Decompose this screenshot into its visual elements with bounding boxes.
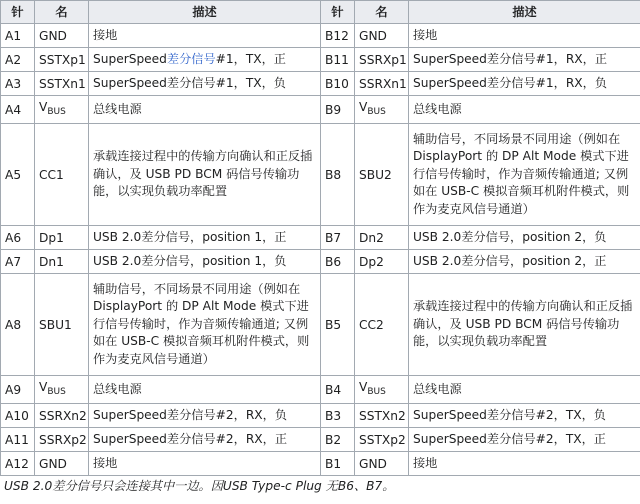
name-cell: GND <box>355 452 409 476</box>
vbus-subscript: BUS <box>367 387 386 397</box>
pin-cell: A12 <box>1 452 35 476</box>
name-cell: SBU2 <box>355 124 409 226</box>
table-row <box>1 274 640 376</box>
table-row <box>1 124 640 226</box>
pin-cell: A8 <box>1 274 35 376</box>
vbus-main: V <box>39 380 48 394</box>
name-cell: GND <box>355 24 409 48</box>
pin-cell: B3 <box>321 404 355 428</box>
name-cell: SSRXp1 <box>355 48 409 72</box>
pin-cell: A11 <box>1 428 35 452</box>
pin-cell: A10 <box>1 404 35 428</box>
name-cell: SSRXn2 <box>35 404 89 428</box>
name-cell: CC2 <box>355 274 409 376</box>
desc-cell: USB 2.0差分信号，position 2，正 <box>409 250 640 274</box>
pin-cell: B1 <box>321 452 355 476</box>
name-cell: SSTXn2 <box>355 404 409 428</box>
name-cell: SSTXp1 <box>35 48 89 72</box>
desc-cell: SuperSpeed差分信号#2，TX，正 <box>409 428 640 452</box>
desc-cell: SuperSpeed差分信号#1，RX，负 <box>409 72 640 96</box>
table-row <box>1 404 640 428</box>
table-row <box>1 72 640 96</box>
vbus-main: V <box>359 380 368 394</box>
name-cell: SSRXn1 <box>355 72 409 96</box>
header-desc-left: 描述 <box>89 1 321 24</box>
name-cell: GND <box>35 452 89 476</box>
table-row <box>1 250 640 274</box>
table-row <box>1 24 640 48</box>
name-cell: SSTXp2 <box>355 428 409 452</box>
desc-cell <box>89 48 321 72</box>
pin-cell: B9 <box>321 96 355 124</box>
desc-cell: 接地 <box>89 24 321 48</box>
desc-cell: 总线电源 <box>89 96 321 124</box>
vbus-subscript: BUS <box>47 387 66 397</box>
desc-cell: 接地 <box>409 452 640 476</box>
desc-text: SuperSpeed <box>93 51 167 66</box>
name-cell: GND <box>35 24 89 48</box>
pin-cell: B12 <box>321 24 355 48</box>
name-cell: Dp1 <box>35 226 89 250</box>
desc-cell: 接地 <box>409 24 640 48</box>
pin-cell: B5 <box>321 274 355 376</box>
table-row <box>1 452 640 476</box>
desc-cell: 总线电源 <box>89 376 321 404</box>
table-row <box>1 428 640 452</box>
desc-cell: 总线电源 <box>409 96 640 124</box>
pin-cell: A3 <box>1 72 35 96</box>
desc-text: #1，TX，正 <box>215 51 286 66</box>
name-cell: CC1 <box>35 124 89 226</box>
desc-cell: USB 2.0差分信号，position 1，正 <box>89 226 321 250</box>
desc-cell: USB 2.0差分信号，position 2，负 <box>409 226 640 250</box>
desc-cell: 总线电源 <box>409 376 640 404</box>
differential-signal-link[interactable]: 差分信号 <box>166 51 216 66</box>
pin-cell: A2 <box>1 48 35 72</box>
header-desc-right: 描述 <box>409 1 640 24</box>
name-cell: SSRXp2 <box>35 428 89 452</box>
pin-cell: A6 <box>1 226 35 250</box>
pin-cell: B6 <box>321 250 355 274</box>
desc-cell: SuperSpeed差分信号#2，TX，负 <box>409 404 640 428</box>
pin-cell: B10 <box>321 72 355 96</box>
vbus-main: V <box>359 100 368 114</box>
name-cell: SBU1 <box>35 274 89 376</box>
header-name-left: 名 <box>35 1 89 24</box>
name-cell <box>355 96 409 124</box>
table-row <box>1 376 640 404</box>
pin-cell: B7 <box>321 226 355 250</box>
desc-cell: 承载连接过程中的传输方向确认和正反插确认，及 USB PD BCM 码信号传输功能，以实现负载功率配置 <box>409 274 640 376</box>
vbus-subscript: BUS <box>367 107 386 117</box>
desc-cell: SuperSpeed差分信号#2，RX，负 <box>89 404 321 428</box>
name-cell: Dn1 <box>35 250 89 274</box>
desc-cell: SuperSpeed差分信号#1，TX，负 <box>89 72 321 96</box>
table-row <box>1 96 640 124</box>
pin-cell: B4 <box>321 376 355 404</box>
desc-cell: 接地 <box>89 452 321 476</box>
table-row <box>1 48 640 72</box>
pin-cell: A5 <box>1 124 35 226</box>
pin-cell: A9 <box>1 376 35 404</box>
desc-cell: USB 2.0差分信号，position 1，负 <box>89 250 321 274</box>
pin-cell: A4 <box>1 96 35 124</box>
desc-cell: SuperSpeed差分信号#1，RX，正 <box>409 48 640 72</box>
desc-cell: 承载连接过程中的传输方向确认和正反插确认，及 USB PD BCM 码信号传输功能，以实现负载功率配置 <box>89 124 321 226</box>
name-cell <box>35 376 89 404</box>
pin-cell: B2 <box>321 428 355 452</box>
name-cell <box>355 376 409 404</box>
pin-cell: B11 <box>321 48 355 72</box>
name-cell: Dn2 <box>355 226 409 250</box>
header-pin-right: 针 <box>321 1 355 24</box>
footnote: USB 2.0差分信号只会连接其中一边。因USB Type-c Plug 无B6、B7。 <box>4 479 395 493</box>
desc-cell: 辅助信号，不同场景不同用途（例如在DisplayPort 的 DP Alt Mode 模式下进行信号传输时，作为音频传输通道; 又例如在 USB-C 模拟音频耳机附件模式，则作为麦克风信号通道） <box>89 274 321 376</box>
name-cell <box>35 96 89 124</box>
vbus-subscript: BUS <box>47 107 66 117</box>
header-name-right: 名 <box>355 1 409 24</box>
header-pin-left: 针 <box>1 1 35 24</box>
desc-cell: 辅助信号，不同场景不同用途（例如在DisplayPort 的 DP Alt Mode 模式下进行信号传输时，作为音频传输通道; 又例如在 USB-C 模拟音频耳机附件模式，则作为麦克风信号通道） <box>409 124 640 226</box>
name-cell: SSTXn1 <box>35 72 89 96</box>
header-row <box>1 1 640 24</box>
vbus-main: V <box>39 100 48 114</box>
name-cell: Dp2 <box>355 250 409 274</box>
table-row <box>1 226 640 250</box>
pin-cell: A7 <box>1 250 35 274</box>
desc-cell: SuperSpeed差分信号#2，RX，正 <box>89 428 321 452</box>
pin-cell: A1 <box>1 24 35 48</box>
pin-cell: B8 <box>321 124 355 226</box>
